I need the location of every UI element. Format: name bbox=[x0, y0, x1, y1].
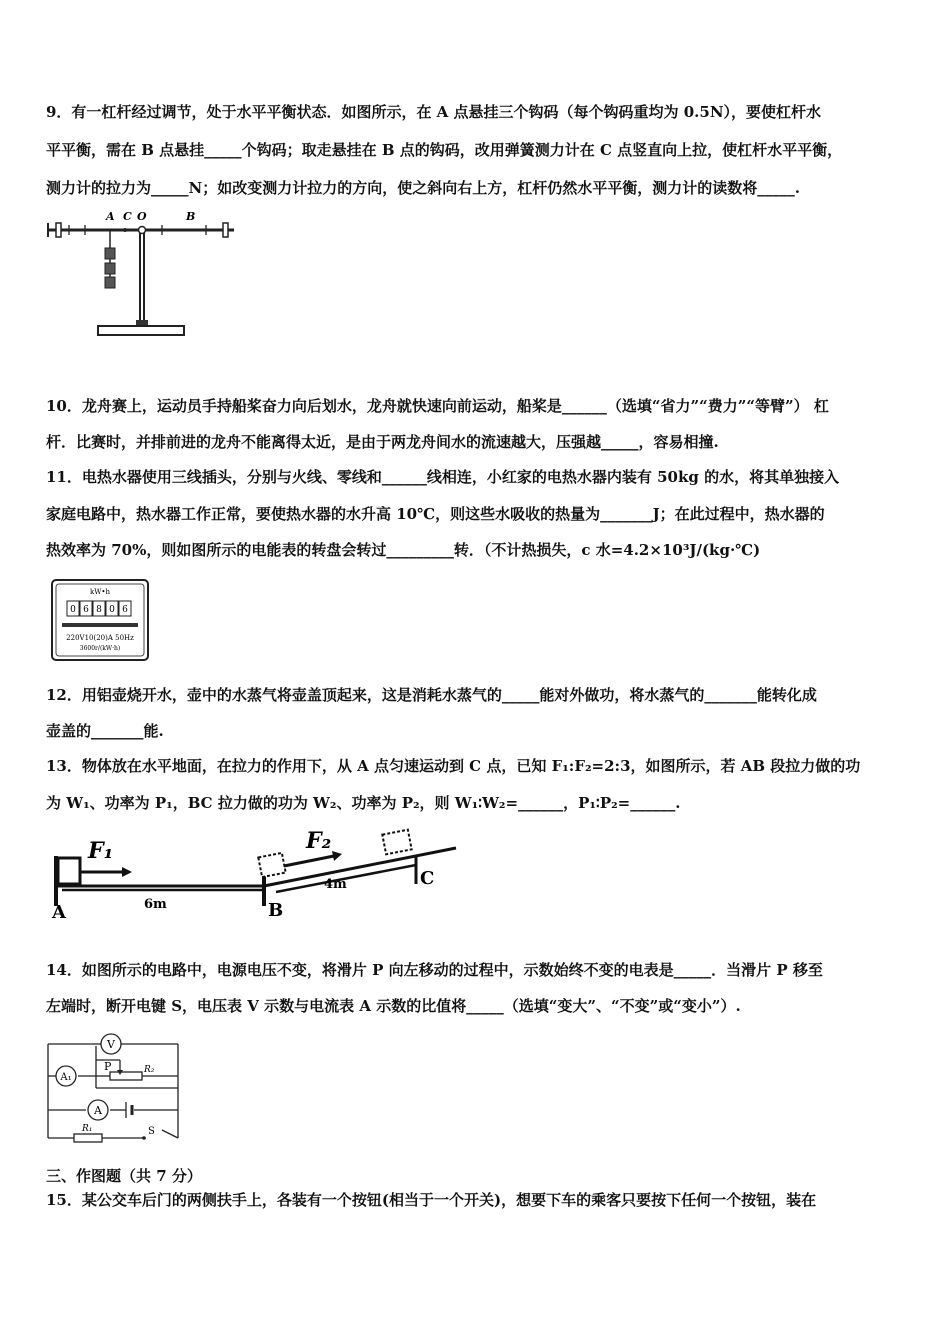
voltmeter-label: V bbox=[107, 1038, 115, 1051]
q12-line-1: 12．用铝壶烧开水，壶中的水蒸气将壶盖顶起来，这是消耗水蒸气的_____能对外做功，将水蒸气的_______能转化成 bbox=[46, 686, 817, 704]
q15-line-1: 15．某公交车后门的两侧扶手上，各装有一个按钮(相当于一个开关)，想要下车的乘客只要按下任何一个按钮，装在 bbox=[46, 1191, 817, 1209]
hook-weight bbox=[105, 263, 115, 274]
q13-line-1: 13．物体放在水平地面，在拉力的作用下，从 A 点匀速运动到 C 点，已知 F₁:F₂=2:3，如图所示，若 AB 段拉力做的功 bbox=[46, 757, 861, 775]
point-b-label: B bbox=[268, 900, 284, 921]
q10-line-1: 10．龙舟赛上，运动员手持船桨奋力向后划水，龙舟就快速向前运动，船桨是______（选填“省力”“费力”“等臂”） 杠 bbox=[46, 397, 829, 415]
meter-spec-2: 3600r/(kW·h) bbox=[79, 645, 121, 652]
ammeter-a1-label: A₁ bbox=[60, 1072, 72, 1083]
label-c: C bbox=[123, 210, 132, 223]
distance-bc-label: 4m bbox=[324, 877, 347, 892]
ammeter-a-label: A bbox=[94, 1104, 102, 1117]
q9-line-2: 平平衡，需在 B 点悬挂_____个钩码；取走悬挂在 B 点的钩码，改用弹簧测力计在 C 点竖直向上拉，使杠杆水平平衡， bbox=[46, 141, 843, 159]
label-o: O bbox=[137, 210, 147, 223]
q12-line-2: 壶盖的_______能. bbox=[46, 722, 164, 740]
distance-ab-label: 6m bbox=[144, 897, 167, 912]
block-b bbox=[258, 853, 285, 877]
switch-s-label: S bbox=[148, 1126, 155, 1137]
meter-digit: 0 bbox=[109, 605, 115, 615]
q10-line-2: 杆．比赛时，并排前进的龙舟不能离得太近，是由于两龙舟间水的流速越大，压强越_____，容易相撞. bbox=[46, 433, 719, 451]
point-a-label: A bbox=[52, 902, 66, 922]
rheostat-r2 bbox=[110, 1072, 142, 1080]
circuit-figure bbox=[44, 1030, 184, 1144]
meter-digit: 6 bbox=[122, 605, 128, 615]
q11-line-3: 热效率为 70%，则如图所示的电能表的转盘会转过_________转．（不计热损失，c 水=4.2×10³J/(kg·℃) bbox=[46, 541, 761, 559]
block-a bbox=[58, 858, 80, 884]
electric-meter-figure bbox=[50, 578, 150, 662]
label-b: B bbox=[186, 210, 196, 223]
q9-line-3: 测力计的拉力为_____N；如改变测力计拉力的方向，使之斜向右上方，杠杆仍然水平平衡，测力计的读数将_____. bbox=[46, 179, 800, 197]
meter-digit: 0 bbox=[70, 605, 76, 615]
q11-line-1: 11．电热水器使用三线插头，分别与火线、零线和______线相连，小红家的电热水器内装有 50kg 的水，将其单独接入 bbox=[46, 468, 840, 486]
q11-line-2: 家庭电路中，热水器工作正常，要使热水器的水升高 10℃，则这些水吸收的热量为_______J；在此过程中，热水器的 bbox=[46, 505, 825, 523]
hook-weight bbox=[105, 248, 115, 259]
q9-line-1: 9．有一杠杆经过调节，处于水平平衡状态．如图所示，在 A 点悬挂三个钩码（每个钩码重均为 0.5N），要使杠杆水 bbox=[46, 103, 822, 121]
label-a: A bbox=[106, 210, 115, 223]
meter-unit: kW•h bbox=[89, 588, 111, 596]
slider-p-label: P bbox=[104, 1060, 112, 1073]
hook-weight bbox=[105, 277, 115, 288]
meter-spec-1: 220V10(20)A 50Hz bbox=[66, 634, 134, 642]
resistor-r1-label: R₁ bbox=[82, 1124, 93, 1134]
force-ramp-figure bbox=[44, 826, 464, 922]
q14-line-1: 14．如图所示的电路中，电源电压不变，将滑片 P 向左移动的过程中，示数始终不变的电表是_____．当滑片 P 移至 bbox=[46, 961, 823, 979]
block-c bbox=[382, 830, 411, 855]
lever-figure bbox=[44, 208, 240, 342]
section-3-title: 三、作图题（共 7 分） bbox=[46, 1167, 202, 1185]
resistor-r1 bbox=[74, 1134, 102, 1142]
point-c-label: C bbox=[420, 868, 435, 889]
force-f1-label: F₁ bbox=[88, 838, 114, 864]
resistor-r2-label: R₂ bbox=[144, 1065, 155, 1075]
force-f2-label: F₂ bbox=[306, 828, 332, 854]
meter-digit: 6 bbox=[83, 605, 89, 615]
q14-line-2: 左端时，断开电键 S，电压表 V 示数与电流表 A 示数的比值将_____（选填“变大”、“不变”或“变小”）. bbox=[46, 997, 741, 1015]
meter-digit: 8 bbox=[96, 605, 102, 615]
q13-line-2: 为 W₁、功率为 P₁，BC 拉力做的功为 W₂、功率为 P₂，则 W₁∶W₂=______，P₁∶P₂=______. bbox=[46, 794, 681, 812]
